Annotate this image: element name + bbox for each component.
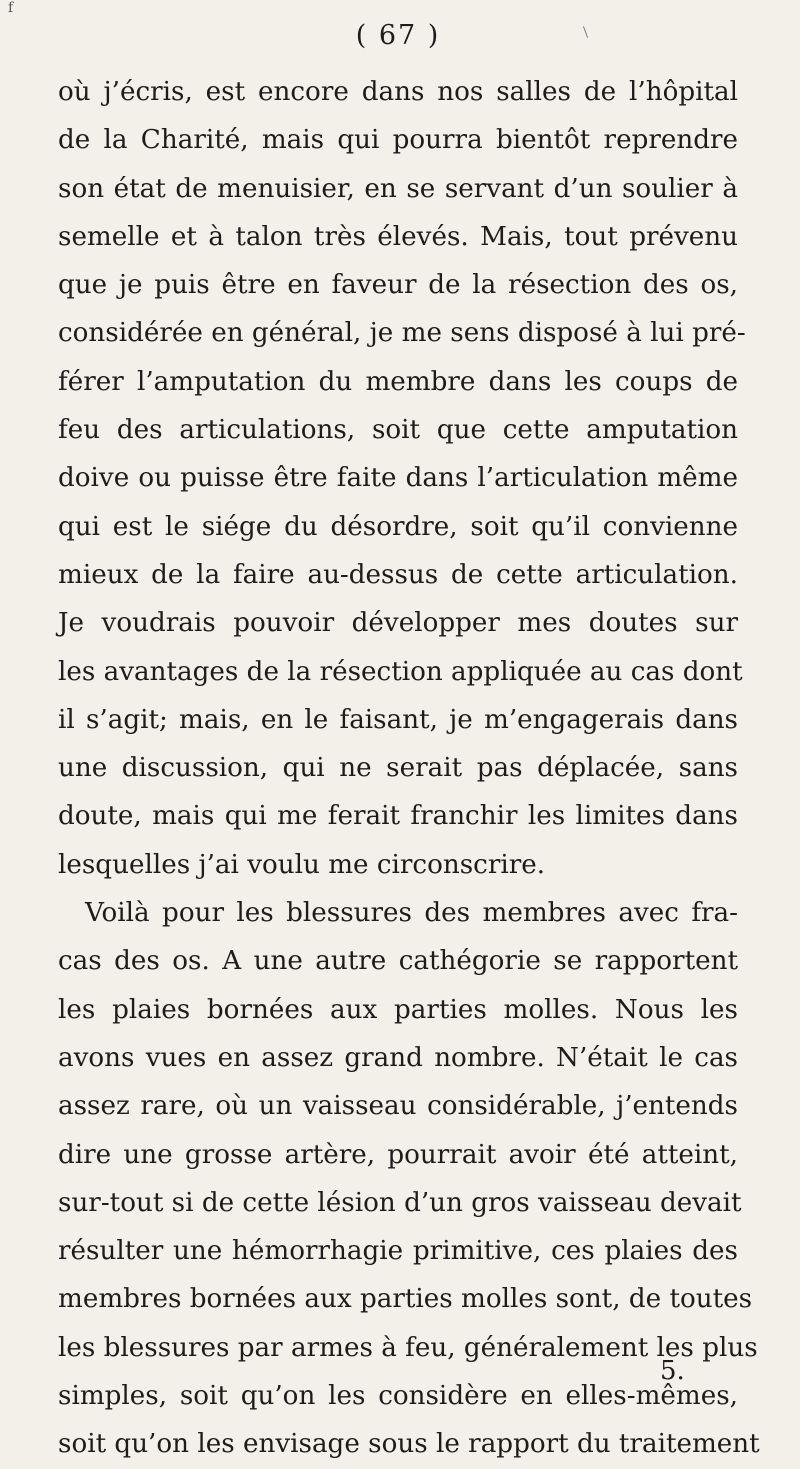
text-line: simples, soit qu’on les considère en elles-mêmes, — [58, 1381, 738, 1412]
text-line: les plaies bornées aux parties molles. Nous les — [58, 994, 738, 1025]
text-line: doute, mais qui me ferait franchir les limites dans — [58, 801, 738, 832]
text-line: résulter une hémorrhagie primitive, ces plaies des — [58, 1236, 738, 1267]
text-line: avons vues en assez grand nombre. N’était le cas — [58, 1042, 738, 1073]
page-number: ( 67 ) — [355, 20, 441, 51]
text-line: lesquelles j’ai voulu me circonscrire. — [58, 849, 546, 880]
text-line: les avantages de la résection appliquée au cas dont — [58, 656, 743, 687]
text-line: considérée en général, je me sens disposé à lui pré- — [58, 318, 746, 349]
body-text — [58, 68, 760, 1469]
text-line: doive ou puisse être faite dans l’articulation même — [58, 463, 738, 494]
text-line: que je puis être en faveur de la résection des os, — [58, 270, 738, 301]
text-line: qui est le siége du désordre, soit qu’il convienne — [58, 511, 738, 542]
text-line: semelle et à talon très élevés. Mais, tout prévenu — [58, 221, 738, 252]
text-line: où j’écris, est encore dans nos salles de l’hôpital — [58, 77, 738, 107]
text-line: les blessures par armes à feu, généralement les plus — [58, 1332, 758, 1363]
text-line: dire une grosse artère, pourrait avoir été atteint, — [58, 1139, 738, 1170]
signature-mark: 5. — [660, 1356, 685, 1386]
text-line: membres bornées aux parties molles sont, de toutes — [58, 1284, 753, 1315]
text-line: soit qu’on les envisage sous le rapport du traitement — [58, 1429, 760, 1460]
text-line: mieux de la faire au-dessus de cette articulation. — [58, 559, 738, 590]
text-line: de la Charité, mais qui pourra bientôt reprendre — [58, 125, 738, 156]
text-line: feu des articulations, soit que cette amputation — [58, 415, 738, 446]
text-line: cas des os. A une autre cathégorie se rapportent — [58, 946, 738, 977]
text-line: Voilà pour les blessures des membres avec fra- — [85, 898, 738, 929]
text-line: sur-tout si de cette lésion d’un gros vaisseau devait — [58, 1187, 742, 1218]
text-line: son état de menuisier, en se servant d’un soulier à — [58, 173, 738, 204]
text-line: il s’agit; mais, en le faisant, je m’engagerais dans — [58, 704, 738, 735]
text-line: Je voudrais pouvoir développer mes doutes sur — [58, 608, 738, 639]
text-line: une discussion, qui ne serait pas déplacée, sans — [58, 753, 738, 784]
text-line: férer l’amputation du membre dans les coups de — [58, 366, 738, 397]
corner-mark: f — [8, 0, 14, 16]
text-line: assez rare, où un vaisseau considérable, j’entends — [58, 1091, 738, 1122]
